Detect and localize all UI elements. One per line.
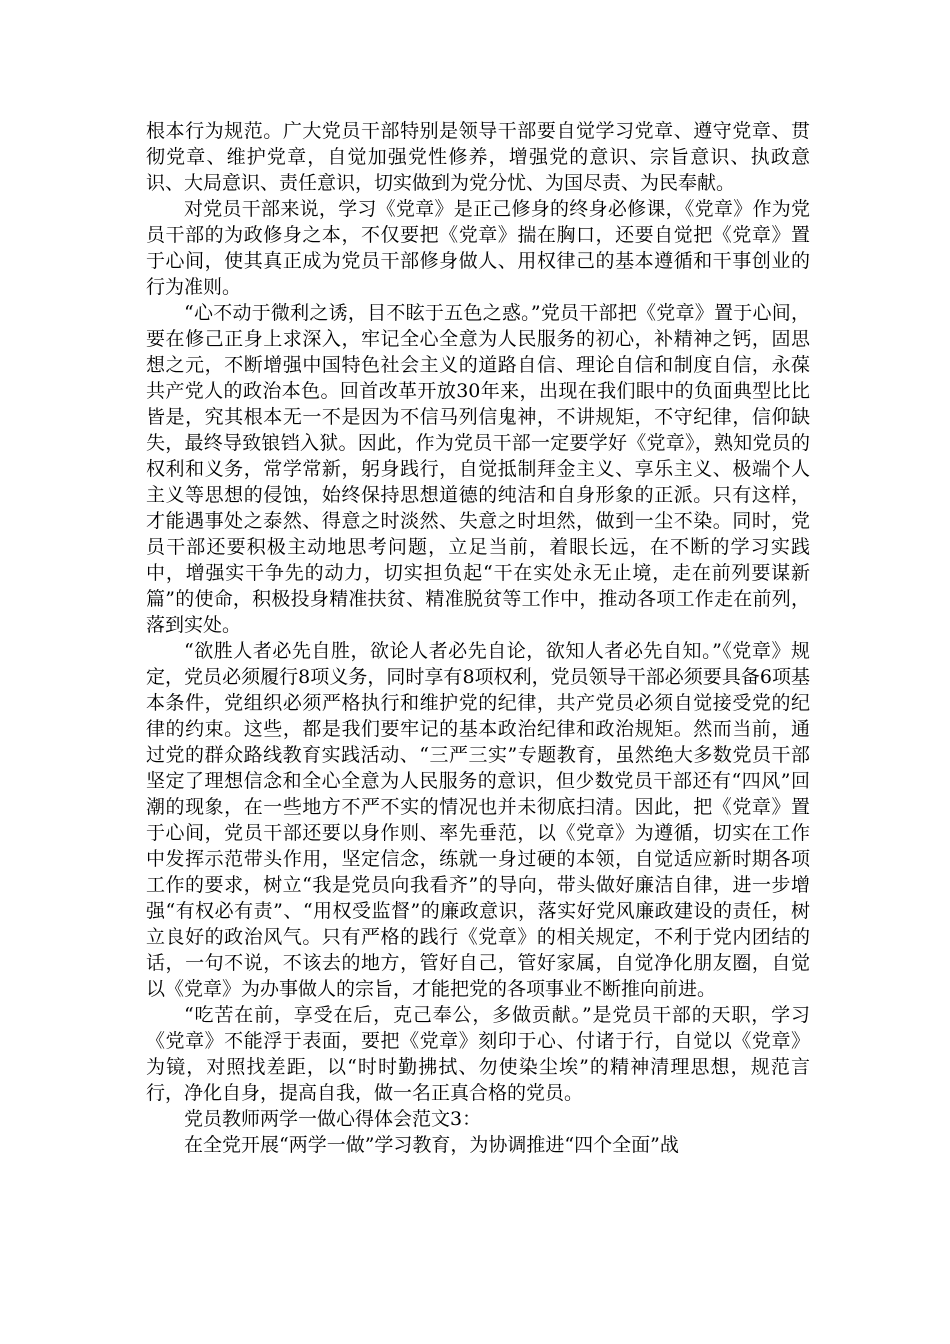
- paragraph: “欲胜人者必先自胜，欲论人者必先自论，欲知人者必先自知。”《党章》规定，党员必须履行8项义务，同时享有8项权利，党员领导干部必须要具备6项基本条件，党组织必须严格执行和维护党的纪律，共产党员必须自觉接受党的纪律的约束。这些，都是我们要牢记的基本政治纪律和政治规矩。然而当前，通过党的群众路线教育实践活动、“三严三实”专题教育，虽然绝大多数党员干部坚定了理想信念和全心全意为人民服务的意识，但少数党员干部还有“四风”回潮的现象，在一些地方不严不实的情况也并未彻底扫清。因此，把《党章》置于心间，党员干部还要以身作则、率先垂范，以《党章》为遵循，切实在工作中发挥示范带头作用，坚定信念，练就一身过硬的本领，自觉适应新时期各项工作的要求，树立“我是党员向我看齐”的导向，带头做好廉洁自律，进一步增强“有权必有责”、“用权受监督”的廉政意识，落实好党风廉政建设的责任，树立良好的政治风气。只有严格的践行《党章》的相关规定，不利于党内团结的话，一句不说，不该去的地方，管好自己，管好家属，自觉净化朋友圈，自觉以《党章》为办事做人的宗旨，才能把党的各项事业不断推向前进。: [146, 640, 810, 1000]
- paragraph: “心不动于微利之诱，目不眩于五色之惑。”党员干部把《党章》置于心间，要在修己正身上求深入，牢记全心全意为人民服务的初心，补精神之钙，固思想之元，不断增强中国特色社会主义的道路自信、理论自信和制度自信，永葆共产党人的政治本色。回首改革开放30年来，出现在我们眼中的负面典型比比皆是，究其根本无一不是因为不信马列信鬼神，不讲规矩，不守纪律，信仰缺失，最终导致锒铛入狱。因此，作为党员干部一定要学好《党章》，熟知党员的权利和义务，常学常新，躬身践行，自觉抵制拜金主义、享乐主义、极端个人主义等思想的侵蚀，始终保持思想道德的纯洁和自身形象的正派。只有这样，才能遇事处之泰然、得意之时淡然、失意之时坦然，做到一尘不染。同时，党员干部还要积极主动地思考问题，立足当前，着眼长远，在不断的学习实践中，增强实干争先的动力，切实担负起“干在实处永无止境，走在前列要谋新篇”的使命，积极投身精准扶贫、精准脱贫等工作中，推动各项工作走在前列，落到实处。: [146, 302, 810, 636]
- paragraph-continuation: 根本行为规范。广大党员干部特别是领导干部要自觉学习党章、遵守党章、贯彻党章、维护党章，自觉加强党性修养，增强党的意识、宗旨意识、执政意识、大局意识、责任意识，切实做到为党分忧、为国尽责、为民奉献。: [146, 120, 810, 194]
- paragraph: “吃苦在前，享受在后，克己奉公，多做贡献。”是党员干部的天职，学习《党章》不能浮于表面，要把《党章》刻印于心、付诸于行，自觉以《党章》为镜，对照找差距，以“时时勤拂拭、勿使染尘埃”的精神清理思想，规范言行，净化自身，提高自我，做一名正真合格的党员。: [146, 1004, 810, 1104]
- paragraph: 对党员干部来说，学习《党章》是正己修身的终身必修课，《党章》作为党员干部的为政修身之本，不仅要把《党章》揣在胸口，还要自觉把《党章》置于心间，使其真正成为党员干部修身做人、用权律己的基本遵循和干事创业的行为准则。: [146, 198, 810, 298]
- paragraph: 在全党开展“两学一做”学习教育，为协调推进“四个全面”战: [184, 1134, 679, 1156]
- document-body: [146, 118, 810, 1158]
- section-heading: 党员教师两学一做心得体会范文3：: [184, 1108, 482, 1130]
